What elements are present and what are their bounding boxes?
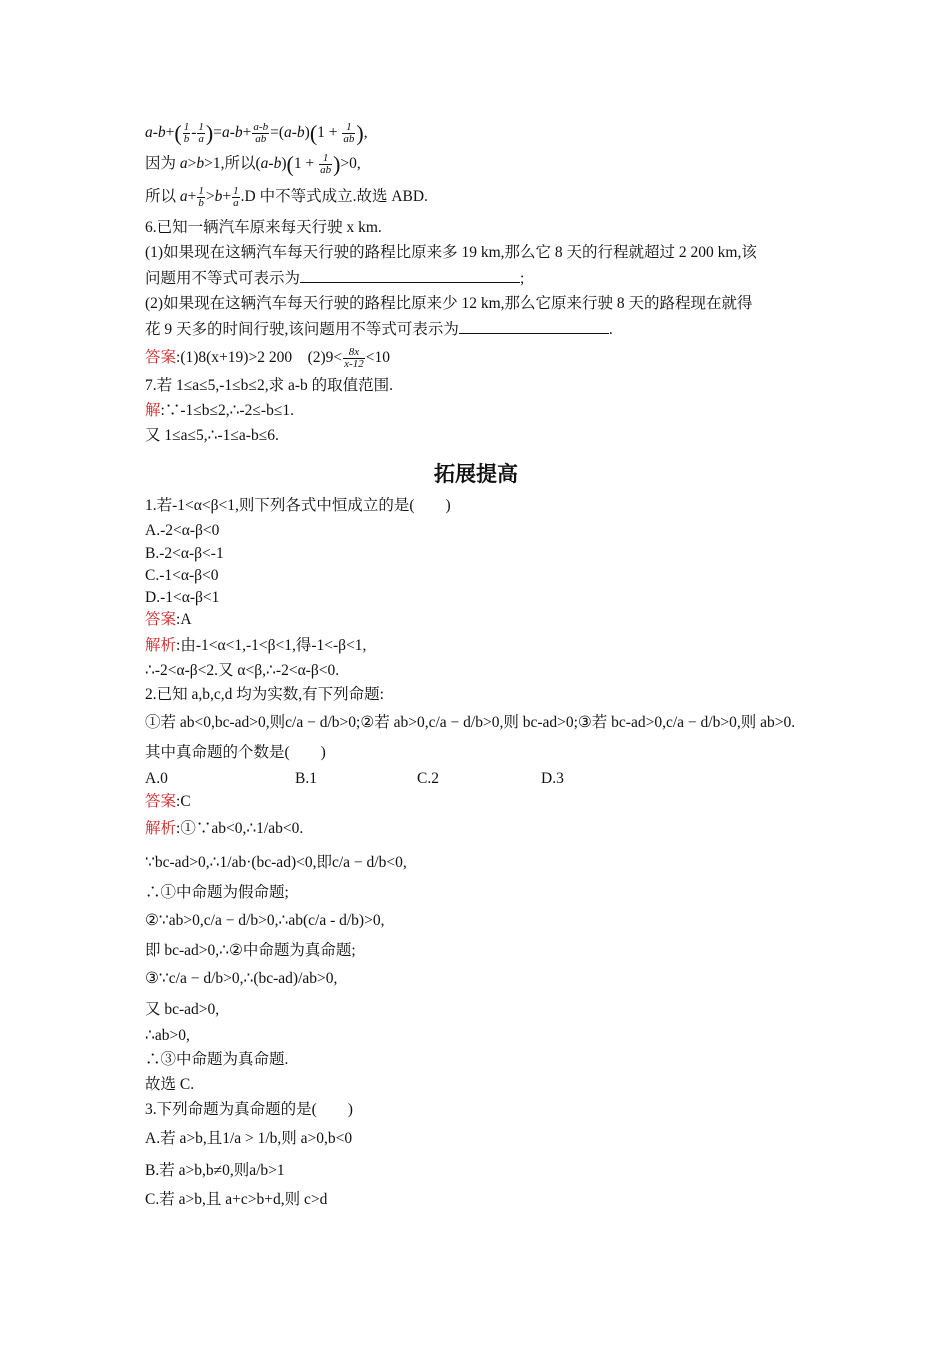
e1-option-d: D.-1<α-β<1 [145, 589, 220, 606]
e1-option-a: A.-2<α-β<0 [145, 522, 220, 539]
e2-analysis-6: ③∵c/a − d/b>0,∴(bc-ad)/ab>0, [145, 970, 338, 987]
answer-blank-1 [300, 268, 520, 283]
q6-part1-a: (1)如果现在这辆汽车每天行驶的路程比原来多 19 km,那么它 8 天的行程就超过 2 200 km,该 [145, 244, 757, 261]
q7-stem: 7.若 1≤a≤5,-1≤b≤2,求 a-b 的取值范围. [145, 377, 393, 394]
e2-option-d: D.3 [541, 770, 564, 787]
e3-option-a: A.若 a>b,且1/a > 1/b,则 a>0,b<0 [145, 1130, 353, 1147]
e2-analysis-9: ∴③中命题为真命题. [145, 1051, 289, 1068]
e2-analysis-1: 解析:①∵ab<0,∴1/ab<0. [145, 820, 304, 837]
e2-analysis-3: ∴①中命题为假命题; [145, 884, 289, 901]
q7-solution-2: 又 1≤a≤5,∴-1≤a-b≤6. [145, 427, 279, 444]
e3-stem: 3.下列命题为真命题的是( ) [145, 1101, 353, 1118]
section-heading: 拓展提高 [434, 462, 518, 486]
q6-part2-a: (2)如果现在这辆汽车每天行驶的路程比原来少 12 km,那么它原来行驶 8 天的路程现在就得 [145, 295, 753, 312]
e2-analysis-8: ∴ab>0, [145, 1027, 190, 1044]
e2-option-a: A.0 [145, 770, 168, 787]
e2-propositions: ①若 ab<0,bc-ad>0,则c/a − d/b>0;②若 ab>0,c/a − d/b>0,则 bc-ad>0;③若 bc-ad>0,c/a − d/b>0,则 ab>0. [145, 714, 796, 731]
q6-part2-b: 花 9 天多的时间行驶,该问题用不等式可表示为 . [145, 321, 613, 338]
e2-analysis-10: 故选 C. [145, 1076, 195, 1093]
e2-options [145, 769, 645, 789]
e2-option-b: B.1 [295, 770, 317, 787]
e2-analysis-2: ∵bc-ad>0,∴1/ab·(bc-ad)<0,即c/a − d/b<0, [145, 854, 407, 871]
solution-line-3: 所以 a+ $\frac{1}{b}$ >b+ $\frac{1}{a}$ .D 中不等式成立.故选 ABD. [145, 185, 428, 209]
e2-answer: 答案:C [145, 793, 191, 810]
q6-part1-b: 问题用不等式可表示为 ; [145, 270, 525, 287]
solution-line-2: 因为 a>b>1,所以(a-b)(1 + $\frac{1}{ab}$ )>0, [145, 151, 361, 177]
e2-analysis-7: 又 bc-ad>0, [145, 1001, 220, 1018]
q7-solution-1: 解:∵-1≤b≤2,∴-2≤-b≤1. [145, 402, 294, 419]
e1-analysis-1: 解析:由-1<α<1,-1<β<1,得-1<-β<1, [145, 637, 367, 654]
e1-option-b: B.-2<α-β<-1 [145, 545, 224, 562]
q6-answer: 答案:(1)8(x+19)>2 200 (2)9< $\frac{8x}{x-12}$ <10 [145, 346, 390, 370]
solution-line-1: a-b+( $\frac{1}{b}$ - $\frac{1}{a}$ )=a-b+ $\frac{a-b}{ab}$ =(a-b)(1 + $\frac{1}{ab}$ ), [145, 120, 368, 146]
e2-stem: 2.已知 a,b,c,d 均为实数,有下列命题: [145, 686, 384, 703]
e2-analysis-4: ②∵ab>0,c/a − d/b>0,∴ab(c/a - d/b)>0, [145, 912, 385, 929]
e2-option-c: C.2 [417, 770, 439, 787]
e2-question: 其中真命题的个数是( ) [145, 744, 326, 761]
e1-answer: 答案:A [145, 611, 192, 628]
e2-analysis-5: 即 bc-ad>0,∴②中命题为真命题; [145, 942, 356, 959]
e3-option-c: C.若 a>b,且 a+c>b+d,则 c>d [145, 1191, 328, 1208]
answer-blank-2 [459, 319, 609, 334]
e1-option-c: C.-1<α-β<0 [145, 567, 219, 584]
e3-option-b: B.若 a>b,b≠0,则a/b>1 [145, 1162, 285, 1179]
q6-stem: 6.已知一辆汽车原来每天行驶 x km. [145, 219, 382, 236]
e1-stem: 1.若-1<α<β<1,则下列各式中恒成立的是( ) [145, 497, 451, 514]
e1-analysis-2: ∴-2<α-β<2.又 α<β,∴-2<α-β<0. [145, 662, 340, 679]
